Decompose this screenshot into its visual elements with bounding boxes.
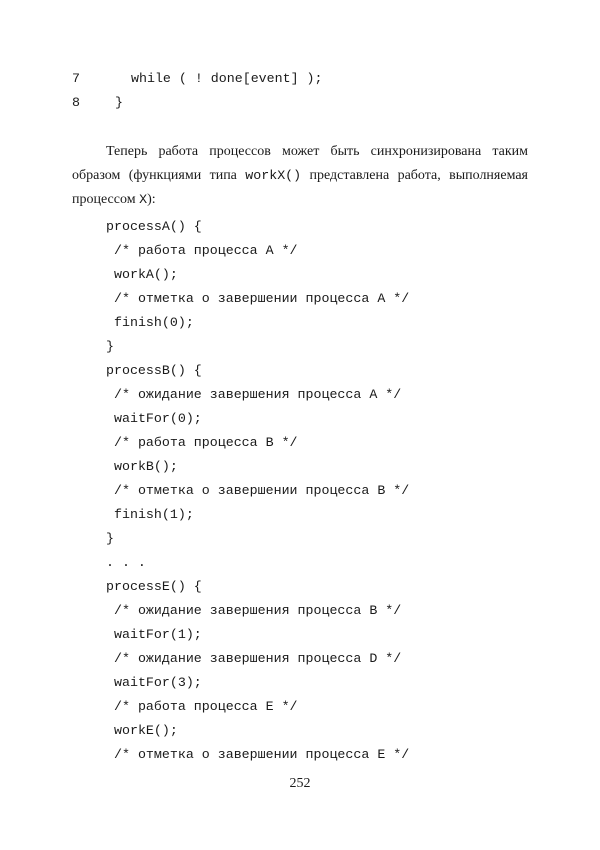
code-line: workE(); (114, 723, 178, 738)
code-line: waitFor(3); (114, 675, 202, 690)
code-line: waitFor(1); (114, 627, 202, 642)
code-line: . . . (106, 555, 146, 570)
code-line: processA() { (106, 219, 202, 234)
code-line: /* ожидание завершения процесса D */ (114, 651, 402, 666)
code-line: } (106, 531, 114, 546)
code-line: /* отметка о завершении процесса B */ (114, 483, 410, 498)
code-line: } (115, 95, 123, 110)
page-number: 252 (289, 776, 311, 791)
body-paragraph (72, 140, 528, 212)
code-line: processE() { (106, 579, 202, 594)
line-number: 8 (72, 95, 80, 110)
paragraph-row: Теперь работа процессов может быть синхронизирована таким (106, 144, 528, 159)
code-line: /* ожидание завершения процесса B */ (114, 603, 402, 618)
code-line: /* работа процесса E */ (114, 699, 298, 714)
code-line: /* отметка о завершении процесса E */ (114, 747, 410, 762)
code-line: /* отметка о завершении процесса A */ (114, 291, 410, 306)
code-line: workA(); (114, 267, 178, 282)
inline-code: workX() (245, 168, 302, 183)
paragraph-row: процессом X): (72, 192, 156, 207)
code-line: } (106, 339, 114, 354)
code-line: processB() { (106, 363, 202, 378)
code-line: finish(1); (114, 507, 194, 522)
code-line: waitFor(0); (114, 411, 202, 426)
paragraph-row: образом (функциями типа workX() представлена работа, выполняемая (72, 168, 528, 183)
code-line: finish(0); (114, 315, 194, 330)
code-line: /* работа процесса A */ (114, 243, 298, 258)
line-number: 7 (72, 71, 80, 86)
code-line: workB(); (114, 459, 178, 474)
code-line: /* ожидание завершения процесса A */ (114, 387, 402, 402)
inline-code: X (139, 192, 148, 207)
code-line: while ( ! done[event] ); (131, 71, 323, 86)
code-line: /* работа процесса B */ (114, 435, 298, 450)
